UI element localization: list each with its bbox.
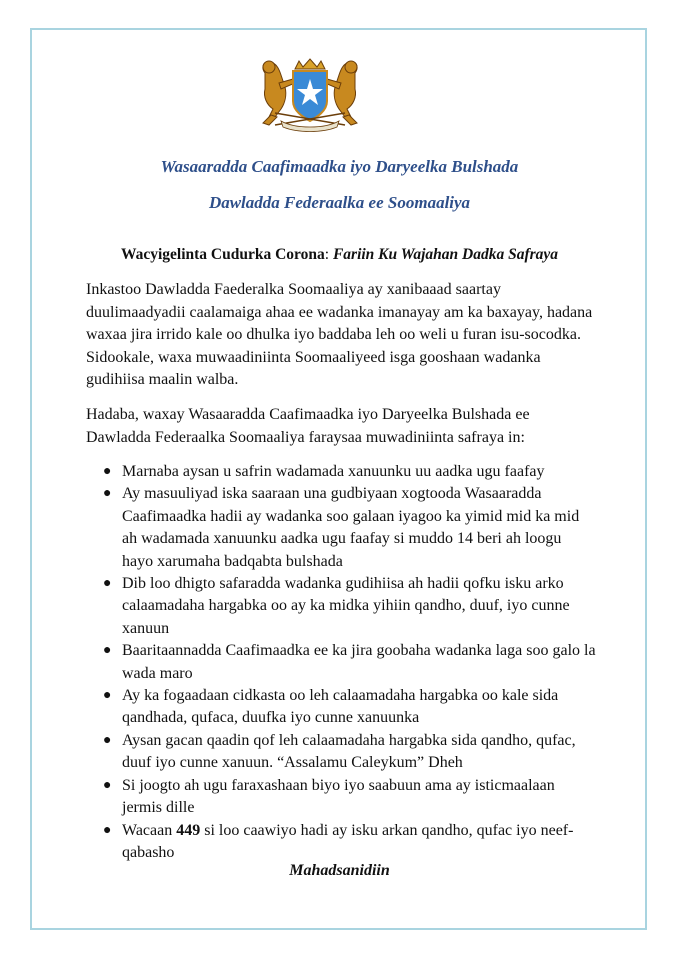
closing-thanks: Mahadsanidiin bbox=[289, 862, 390, 879]
subject-line bbox=[0, 246, 679, 264]
subject-title: Fariin Ku Wajahan Dadka Safraya bbox=[332, 246, 559, 263]
government-name: Dawladda Federaalka ee Soomaaliya bbox=[208, 193, 471, 212]
intro-paragraph: Inkastoo Dawladda Faederalka Soomaaliya ay xanibaaad saartay duulimaadyadii caalamaiga ahaa ee wadanka imanayay am ka baxayay, hadana waxaa jira irrido kale oo dhulka iyo baddaba leh oo weli u furan isu-socodka. Sidookale, waxa muwaadiniinta Soomaaliyeed isga gooshaan wadanka gudihiisa maalin walba. bbox=[86, 281, 593, 389]
list-item: ● Dib loo dhigto safaradda wadanka gudihiisa ah hadii qofku isku arko calaamadaha hargabka oo ay ka midka yihiin qandho, duuf, iyo cunne xanuun bbox=[103, 575, 570, 637]
instruction-paragraph: Hadaba, waxay Wasaaradda Caafimaadka iyo Daryeelka Bulshada ee Dawladda Federaalka Soomaaliya faraysaa muwadiniinta safraya in: bbox=[86, 406, 530, 446]
advice-list bbox=[86, 461, 596, 864]
coat-of-arms-emblem bbox=[245, 55, 375, 135]
ministry-name: Wasaaradda Caafimaadka iyo Daryeelka Bulshada bbox=[160, 157, 519, 176]
list-item: ● Ay masuuliyad iska saaraan una gudbiyaan xogtooda Wasaaradda Caafimaadka hadii ay wadanka soo galaan iyagoo ka yimid mid ka mid ah wadamada xanuunku aadka ugu faafay si muddo 14 beri ah loogu hayo xarumaha badqabta bulshada bbox=[103, 485, 580, 570]
bullet-icon: ● bbox=[103, 576, 112, 592]
list-item: ● Baaritaannadda Caafimaadka ee ka jira goobaha wadanka laga soo galo la wada maro bbox=[103, 642, 596, 682]
bullet-icon: ● bbox=[103, 732, 112, 748]
list-item: ● Marnaba aysan u safrin wadamada xanuunku uu aadka ugu faafay bbox=[86, 461, 596, 483]
bullet-icon: ● bbox=[103, 777, 112, 793]
hotline-number: 449 bbox=[176, 821, 201, 839]
list-item: ● Ay ka fogaadaan cidkasta oo leh calaamadaha hargabka oo kale sida qandhada, qufaca, duufka iyo cunne xanuunka bbox=[103, 687, 559, 727]
list-item-hotline: ● Wacaan 449 si loo caawiyo hadi ay isku arkan qandho, qufac iyo neef-qabasho bbox=[103, 821, 574, 861]
bullet-icon: ● bbox=[103, 643, 112, 659]
bullet-icon: ● bbox=[103, 688, 112, 704]
list-item: ● Aysan gacan qaadin qof leh calaamadaha hargabka sida qandho, qufac, duuf iyo cunne xanuun. “Assalamu Caleykum” Dheh bbox=[103, 731, 576, 772]
bullet-icon: ● bbox=[103, 486, 112, 502]
subject-separator: : bbox=[324, 246, 333, 263]
list-item: ● Si joogto ah ugu faraxashaan biyo iyo saabuun ama ay isticmaalaan jermis dille bbox=[103, 776, 555, 817]
bullet-icon: ● bbox=[103, 822, 112, 838]
bullet-icon: ● bbox=[103, 464, 112, 479]
subject-label: Wacyigelinta Cudurka Corona bbox=[120, 246, 325, 263]
